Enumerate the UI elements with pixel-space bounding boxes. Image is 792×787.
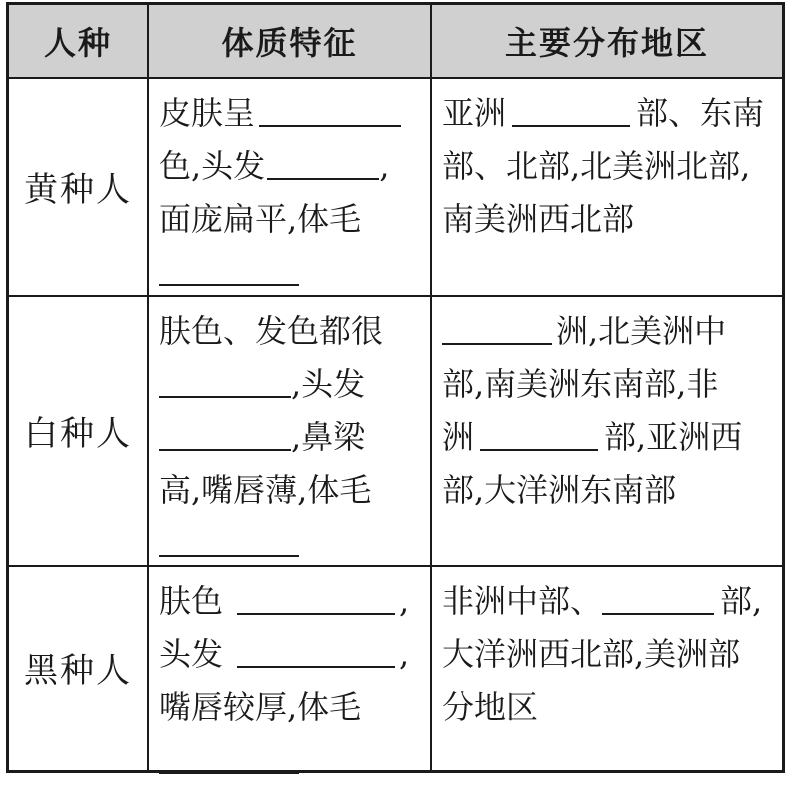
answer-blank: [259, 87, 401, 127]
header-features: 体质特征: [149, 5, 432, 77]
feature-text: 嘴唇较厚,体毛: [159, 688, 362, 726]
answer-blank: [442, 305, 552, 345]
answer-blank: [159, 358, 291, 398]
answer-blank: [602, 575, 714, 615]
answer-blank: [159, 411, 291, 451]
feature-text: 色,头发: [159, 147, 266, 185]
table-row-yellow: [9, 77, 782, 297]
answer-blank: [159, 734, 299, 774]
regions-cell: [432, 565, 782, 770]
answer-blank: [237, 575, 395, 615]
region-text: 部、北部,北美洲北部,: [442, 147, 751, 185]
region-text: 洲: [442, 418, 475, 456]
answer-blank: [267, 140, 379, 180]
feature-text: 高,嘴唇薄,体毛: [159, 471, 372, 509]
region-text: 部,大洋洲东南部: [442, 471, 677, 509]
table-row-black: [9, 565, 782, 770]
answer-blank: [159, 246, 299, 286]
features-cell: [149, 77, 432, 295]
region-text: 部,亚洲西: [604, 418, 743, 456]
region-text: 部,: [720, 582, 763, 620]
race-name: 白种人: [9, 295, 149, 565]
features-cell: [149, 565, 432, 770]
region-text: 部,南美洲东南部,非: [442, 365, 719, 403]
header-race: 人种: [9, 5, 149, 77]
feature-text: 头发: [159, 635, 224, 673]
feature-text: ,: [399, 635, 410, 673]
region-text: 南美洲西北部: [442, 200, 635, 238]
answer-blank: [512, 87, 630, 127]
header-regions: 主要分布地区: [504, 24, 709, 62]
feature-text: ,: [399, 582, 410, 620]
features-cell: [149, 295, 432, 565]
answer-blank: [159, 517, 299, 557]
feature-text: ,鼻梁: [291, 418, 366, 456]
region-text: 部、东南: [636, 94, 765, 132]
race-name: 黄种人: [9, 77, 149, 295]
answer-blank: [480, 411, 598, 451]
feature-text: ,头发: [291, 365, 366, 403]
table-header-row: [9, 5, 782, 79]
regions-cell: [432, 295, 782, 565]
feature-text: 肤色: [159, 582, 224, 620]
region-text: 洲,北美洲中: [556, 312, 727, 350]
feature-text: 面庞扁平,体毛: [159, 200, 362, 238]
feature-text: ,: [379, 147, 390, 185]
race-name: 黑种人: [9, 565, 149, 770]
feature-text: 肤色、发色都很: [159, 312, 384, 350]
region-text: 分地区: [442, 688, 539, 726]
race-table: [6, 2, 785, 773]
region-text: 非洲中部、: [442, 582, 603, 620]
region-text: 亚洲: [442, 94, 507, 132]
regions-cell: [432, 77, 782, 295]
region-text: 大洋洲西北部,美洲部: [442, 635, 741, 673]
table-row-white: [9, 295, 782, 567]
answer-blank: [237, 628, 395, 668]
feature-text: 皮肤呈: [159, 94, 256, 132]
